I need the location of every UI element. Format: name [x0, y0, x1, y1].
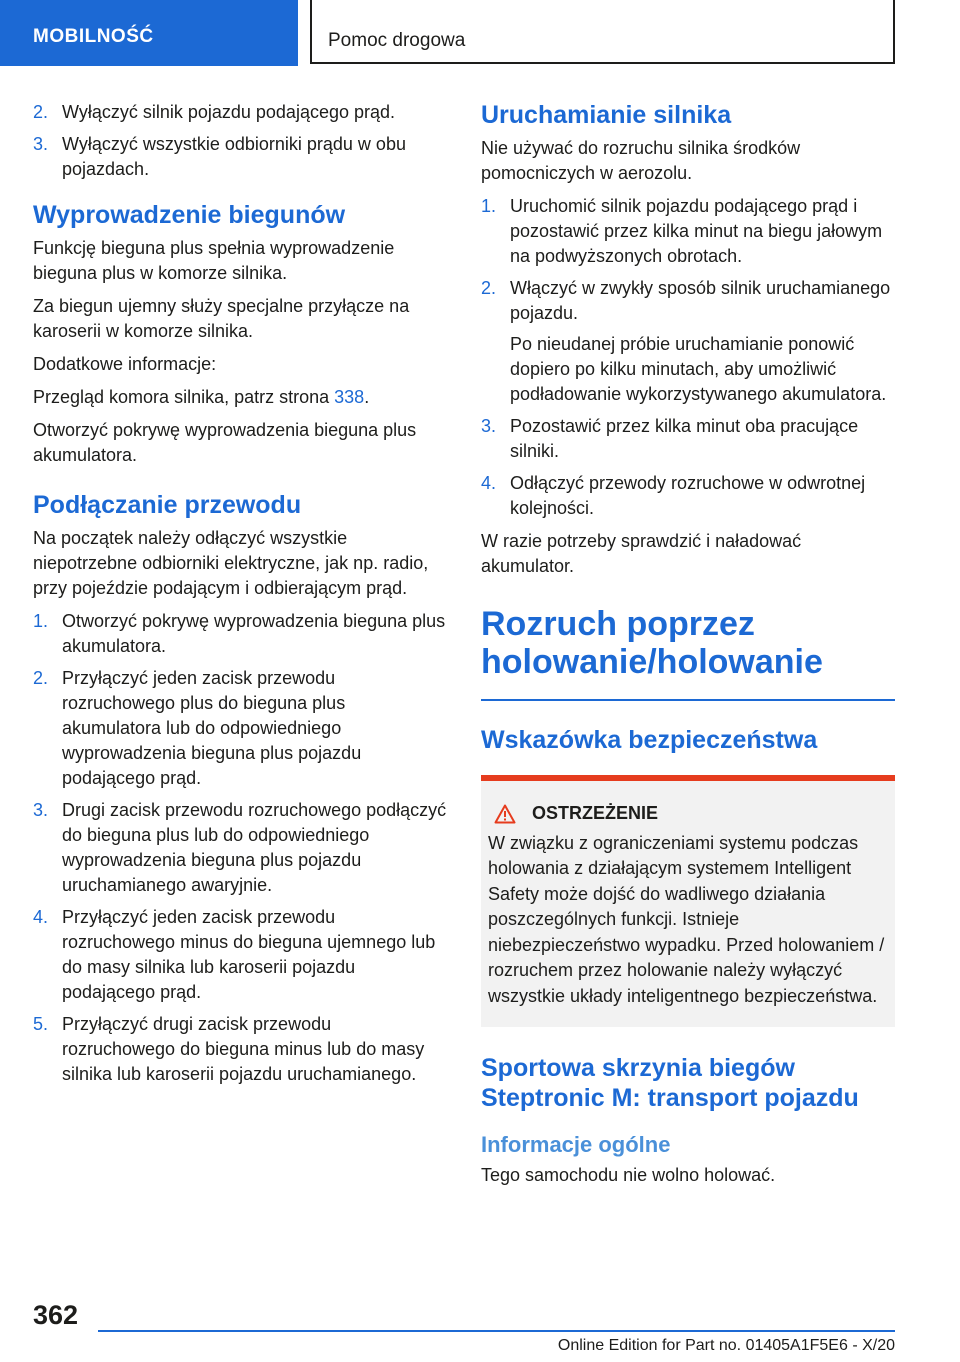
page-number: 362 — [33, 1300, 79, 1330]
right-column — [481, 100, 895, 1196]
warning-text: W związku z ograniczeniami systemu podczas holowania z działającym systemem Intelligent Safety może dojść do wadliwego działania poszczególnych funkcji. Istnieje niebezpieczeństwo wypadku. Przed holowaniem / rozruchem przez holowanie należy wyłączyć wszystkie układy inteligentnego bezpieczeństwa. — [488, 832, 885, 1006]
list-item: 4. Odłączyć przewody rozruchowe w odwrotnej kolejności. — [481, 473, 866, 518]
heading-steptronic: Sportowa skrzynia biegów Steptronic M: transport pojazdu — [481, 1054, 859, 1112]
subheading-general-info: Informacje ogólne — [481, 1132, 671, 1157]
cable-step-list — [33, 609, 447, 1087]
start-step-list — [481, 194, 895, 521]
warning-triangle-icon — [494, 804, 516, 824]
warning-header — [494, 801, 887, 827]
paragraph: W razie potrzeby sprawdzić i naładować akumulator. — [481, 531, 802, 576]
edition-info: Online Edition for Part no. 01405A1F5E6 - X/20 — [557, 1337, 895, 1354]
paragraph: Za biegun ujemny służy specjalne przyłącze na karoserii w komorze silnika. — [33, 296, 410, 341]
section-divider — [481, 699, 895, 701]
warning-box — [481, 775, 895, 1027]
heading-poles: Wyprowadzenie biegunów — [33, 201, 346, 229]
footer-divider — [98, 1330, 895, 1332]
list-item: 4. Przyłączyć jeden zacisk przewodu rozruchowego minus do bieguna ujemnego lub do masy silnika lub karoserii pojazdu podającego prąd. — [33, 907, 436, 1002]
list-item: 5. Przyłączyć drugi zacisk przewodu rozruchowego do bieguna minus lub do masy silnika lub karoserii pojazdu uruchamianego. — [33, 1014, 425, 1084]
paragraph: Otworzyć pokrywę wyprowadzenia bieguna plus akumulatora. — [33, 420, 417, 465]
heading-safety: Wskazówka bezpieczeństwa — [481, 726, 818, 754]
page-reference-link[interactable]: 338 — [334, 387, 365, 407]
list-item: 3. Drugi zacisk przewodu rozruchowego podłączyć do bieguna plus lub do odpowiedniego wyprowadzenia bieguna plus pojazdu uruchamianego awaryjnie. — [33, 800, 447, 895]
list-item: 2. Wyłączyć silnik pojazdu podającego prąd. — [33, 102, 396, 122]
paragraph: Nie używać do rozruchu silnika środków pomocniczych w aerozolu. — [481, 138, 801, 183]
section-tab[interactable]: MOBILNOŚĆ — [0, 0, 298, 66]
chapter-title: Pomoc drogowa — [310, 0, 895, 64]
page-header — [0, 0, 960, 66]
paragraph: Tego samochodu nie wolno holować. — [481, 1165, 776, 1185]
list-item: 3. Wyłączyć wszystkie odbiorniki prądu w obu pojazdach. — [33, 134, 406, 179]
left-column — [33, 100, 447, 1095]
intro-step-list — [33, 100, 447, 182]
warning-title: OSTRZEŻENIE — [532, 803, 659, 823]
list-item: 2. Przyłączyć jeden zacisk przewodu rozruchowego plus do bieguna plus akumulatora lub do odpowiedniego wyprowadzenia bieguna plus pojazdu podającego prąd. — [33, 668, 362, 788]
paragraph-with-link: Przegląd komora silnika, patrz strona 338. — [33, 387, 370, 407]
heading-start-engine: Uruchamianie silnika — [481, 101, 732, 129]
list-item: 3. Pozostawić przez kilka minut oba pracujące silniki. — [481, 416, 859, 461]
heading-cable: Podłączanie przewodu — [33, 491, 302, 519]
list-item: 1. Otworzyć pokrywę wyprowadzenia bieguna plus akumulatora. — [33, 611, 446, 656]
step-note: Po nieudanej próbie uruchamianie ponowić dopiero po kilku minutach, aby umożliwić podładowanie wykorzystywanego akumulatora. — [510, 334, 887, 404]
paragraph: Dodatkowe informacje: — [33, 354, 217, 374]
list-item: 1. Uruchomić silnik pojazdu podającego prąd i pozostawić przez kilka minut na biegu jałowym na podwyższonych obrotach. — [481, 196, 883, 266]
paragraph: Na początek należy odłączyć wszystkie niepotrzebne odbiorniki elektryczne, jak np. radio, przy pojeździe podającym i odbierającym prąd. — [33, 528, 429, 598]
heading-towing: Rozruch poprzez holowanie/holowanie — [481, 605, 823, 681]
list-item: 2. Włączyć w zwykły sposób silnik uruchamianego pojazdu. Po nieudanej próbie uruchamianie ponowić dopiero po kilku minutach, aby umożliwić podładowanie wykorzystywanego akumulatora. — [481, 276, 895, 407]
paragraph: Funkcję bieguna plus spełnia wyprowadzenie bieguna plus w komorze silnika. — [33, 238, 395, 283]
